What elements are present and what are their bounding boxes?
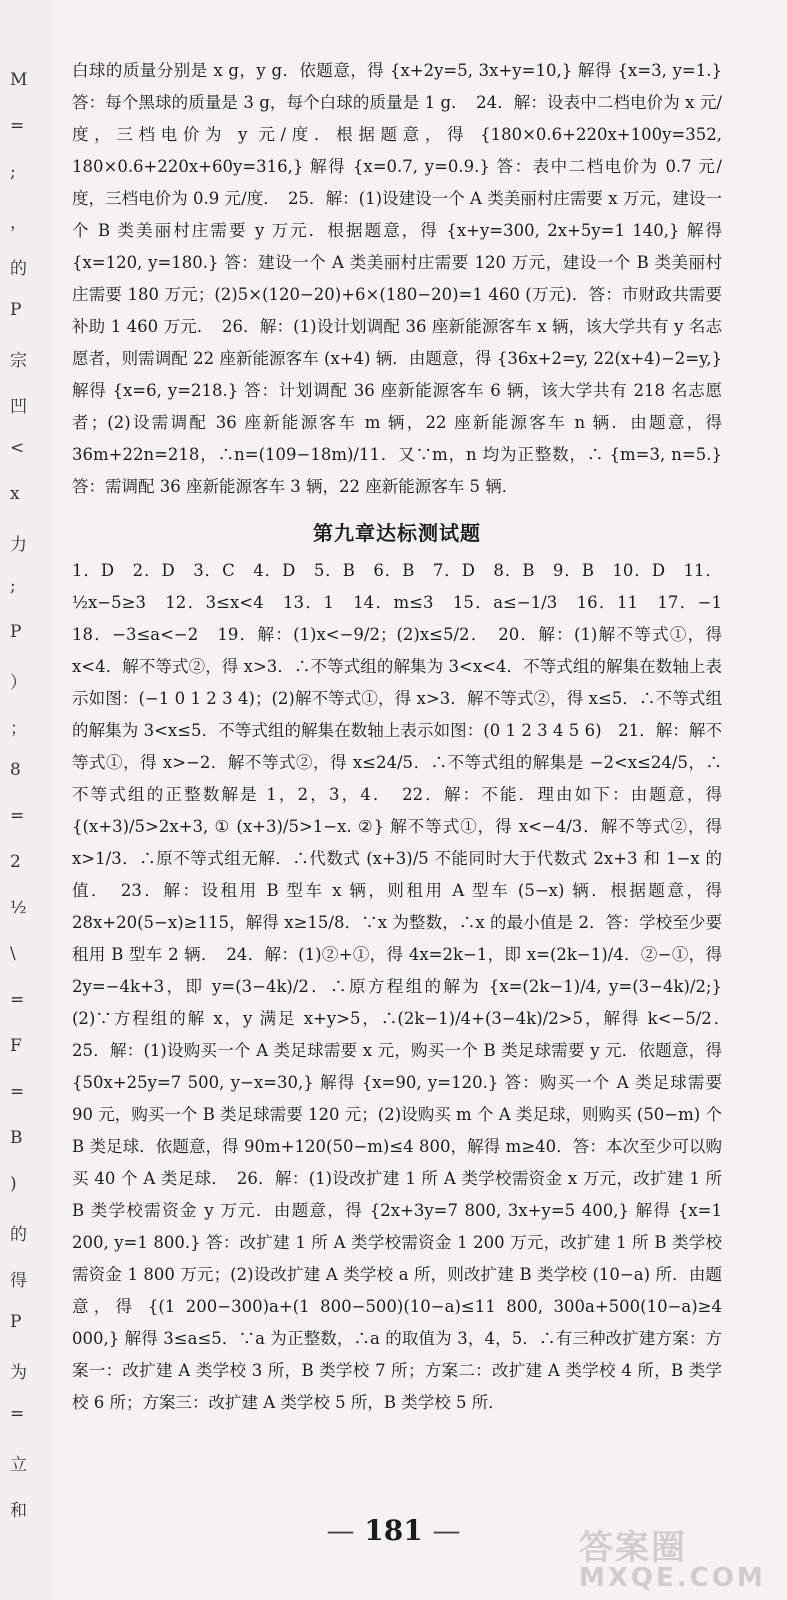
gutter-mark: < bbox=[10, 438, 25, 458]
gutter-mark: ， bbox=[10, 213, 27, 233]
answer-page bbox=[72, 55, 739, 1419]
gutter-mark: M bbox=[10, 70, 28, 90]
gutter-mark: 2 bbox=[10, 852, 21, 872]
gutter-mark: 8 bbox=[10, 760, 21, 780]
left-margin-gutter bbox=[0, 0, 52, 1600]
gutter-mark: \ bbox=[10, 944, 16, 964]
answer-block-chapter9: 1．D 2．D 3．C 4．D 5．B 6．B 7．D 8．B 9．B 10．D 11．½x−5≥3 12．3≤x<4 13．1 14．m≤3 15．a≤−1/3 16．11 17．−1 18．−3≤a<−2 19．解：(1)x<−9/2；(2)x≤5/2． 20．解：(1)解不等式①，得 x<4．解不等式②，得 x>3．∴不等式组的解集为 3<x<4．不等式组的解集在数轴上表示如图：(−1 0 1 2 3 4)；(2)解不等式①，得 x>3．解不等式②，得 x≤5．∴不等式组的解集为 3<x≤5．不等式组的解集在数轴上表示如图：(0 1 2 3 4 5 6) 21．解：解不等式①，得 x>−2．解不等式②，得 x≤24/5．∴不等式组的解集是 −2<x≤24/5，∴不等式组的正整数解是 1，2，3，4． 22．解：不能．理由如下：由题意，得 {(x+3)/5>2x+3, ① (x+3)/5>1−x. ②} 解不等式①，得 x<−4/3．解不等式②，得 x>1/3．∴原不等式组无解．∴代数式 (x+3)/5 不能同时大于代数式 2x+3 和 1−x 的值． 23．解：设租用 B 型车 x 辆，则租用 A 型车 (5−x) 辆．根据题意，得 28x+20(5−x)≥115，解得 x≥15/8．∵x 为整数，∴x 的最小值是 2．答：学校至少要租用 B 型车 2 辆． 24．解：(1)②+①，得 4x=2k−1，即 x=(2k−1)/4．②−①，得 2y=−4k+3，即 y=(3−4k)/2．∴原方程组的解为 {x=(2k−1)/4, y=(3−4k)/2;} (2)∵方程组的解 x，y 满足 x+y>5，∴(2k−1)/4+(3−4k)/2>5，解得 k<−5/2． 25．解：(1)设购买一个 A 类足球需要 x 元，购买一个 B 类足球需要 y 元．依题意，得 {50x+25y=7 500, y−x=30,} 解得 {x=90, y=120.} 答：购买一个 A 类足球需要 90 元，购买一个 B 类足球需要 120 元；(2)设购买 m 个 A 类足球，则购买 (50−m) 个 B 类足球．依题意，得 90m+120(50−m)≤4 800，解得 m≥40．答：本次至少可以购买 40 个 A 类足球． 26．解：(1)设改扩建 1 所 A 类学校需资金 x 万元，改扩建 1 所 B 类学校需资金 y 万元．由题意，得 {2x+3y=7 800, 3x+y=5 400,} 解得 {x=1 200, y=1 800.} 答：改扩建 1 所 A 类学校需资金 1 200 万元，改扩建 1 所 B 类学校需资金 1 800 万元；(2)设改扩建 A 类学校 a 所，则改扩建 B 类学校 (10−a) 所．由题意，得 {(1 200−300)a+(1 800−500)(10−a)≤11 800, 300a+500(10−a)≥4 000,} 解得 3≤a≤5．∵a 为正整数，∴a 的取值为 3，4，5．∴有三种改扩建方案：方案一：改扩建 A 类学校 3 所，B 类学校 7 所；方案二：改扩建 A 类学校 4 所，B 类学校 6 所；方案三：改扩建 A 类学校 5 所，B 类学校 5 所． bbox=[72, 561, 739, 1412]
gutter-mark: ) bbox=[10, 1174, 17, 1194]
gutter-mark: ） bbox=[10, 673, 27, 693]
gutter-mark: ; bbox=[10, 162, 16, 182]
gutter-mark: ; bbox=[10, 576, 16, 596]
watermark-text: 答案圈 bbox=[579, 1528, 687, 1568]
gutter-mark: 立 bbox=[10, 1455, 27, 1475]
gutter-mark: = bbox=[10, 116, 25, 136]
gutter-mark: ½ bbox=[10, 898, 27, 918]
gutter-mark: 力 bbox=[10, 535, 27, 555]
gutter-mark: = bbox=[10, 990, 25, 1010]
page-number: 181 bbox=[364, 1514, 423, 1547]
gutter-mark: 的 bbox=[10, 1225, 27, 1245]
watermark-logo bbox=[579, 1520, 769, 1593]
gutter-mark: = bbox=[10, 1082, 25, 1102]
gutter-mark: x bbox=[10, 484, 20, 504]
gutter-mark: 凹 bbox=[10, 397, 27, 417]
gutter-mark: P bbox=[10, 1312, 22, 1332]
gutter-mark: 为 bbox=[10, 1363, 27, 1383]
gutter-mark: P bbox=[10, 300, 22, 320]
gutter-mark: = bbox=[10, 1404, 25, 1424]
footer-dash-left: — bbox=[326, 1514, 355, 1547]
footer-dash-right: — bbox=[432, 1514, 461, 1547]
gutter-mark: 宗 bbox=[10, 351, 27, 371]
answer-block-chapter8-end: 白球的质量分别是 x g，y g．依题意，得 {x+2y=5, 3x+y=10,} 解得 {x=3, y=1.} 答：每个黑球的质量是 3 g，每个白球的质量是 1 g． 24．解：设表中二档电价为 x 元/度，三档电价为 y 元/度．根据题意，得 {180×0.6+220x+100y=352, 180×0.6+220x+60y=316,} 解得 {x=0.7, y=0.9.} 答：表中二档电价为 0.7 元/度，三档电价为 0.9 元/度． 25．解：(1)设建设一个 A 类美丽村庄需要 x 万元，建设一个 B 类美丽村庄需要 y 万元．根据题意，得 {x+y=300, 2x+5y=1 140,} 解得 {x=120, y=180.} 答：建设一个 A 类美丽村庄需要 120 万元，建设一个 B 类美丽村庄需要 180 万元；(2)5×(120−20)+6×(180−20)=1 460 (万元)．答：市财政共需要补助 1 460 万元． 26．解：(1)设计划调配 36 座新能源客车 x 辆，该大学共有 y 名志愿者，则需调配 22 座新能源客车 (x+4) 辆．由题意，得 {36x+2=y, 22(x+4)−2=y,} 解得 {x=6, y=218.} 答：计划调配 36 座新能源客车 6 辆，该大学共有 218 名志愿者；(2)设需调配 36 座新能源客车 m 辆，22 座新能源客车 n 辆．由题意，得 36m+22n=218，∴n=(109−18m)/11．又∵m，n 均为正整数，∴ {m=3, n=5.} 答：需调配 36 座新能源客车 3 辆，22 座新能源客车 5 辆． bbox=[72, 61, 722, 496]
gutter-mark: ； bbox=[10, 719, 27, 739]
watermark-url: MXQE.COM bbox=[579, 1563, 766, 1593]
gutter-mark: 和 bbox=[10, 1501, 27, 1521]
gutter-mark: P bbox=[10, 622, 22, 642]
chapter-title: 第九章达标测试题 bbox=[313, 521, 481, 545]
gutter-mark: 的 bbox=[10, 259, 27, 279]
gutter-mark: = bbox=[10, 806, 25, 826]
gutter-mark: F bbox=[10, 1036, 22, 1056]
gutter-mark: B bbox=[10, 1128, 23, 1148]
gutter-mark: 得 bbox=[10, 1271, 27, 1291]
